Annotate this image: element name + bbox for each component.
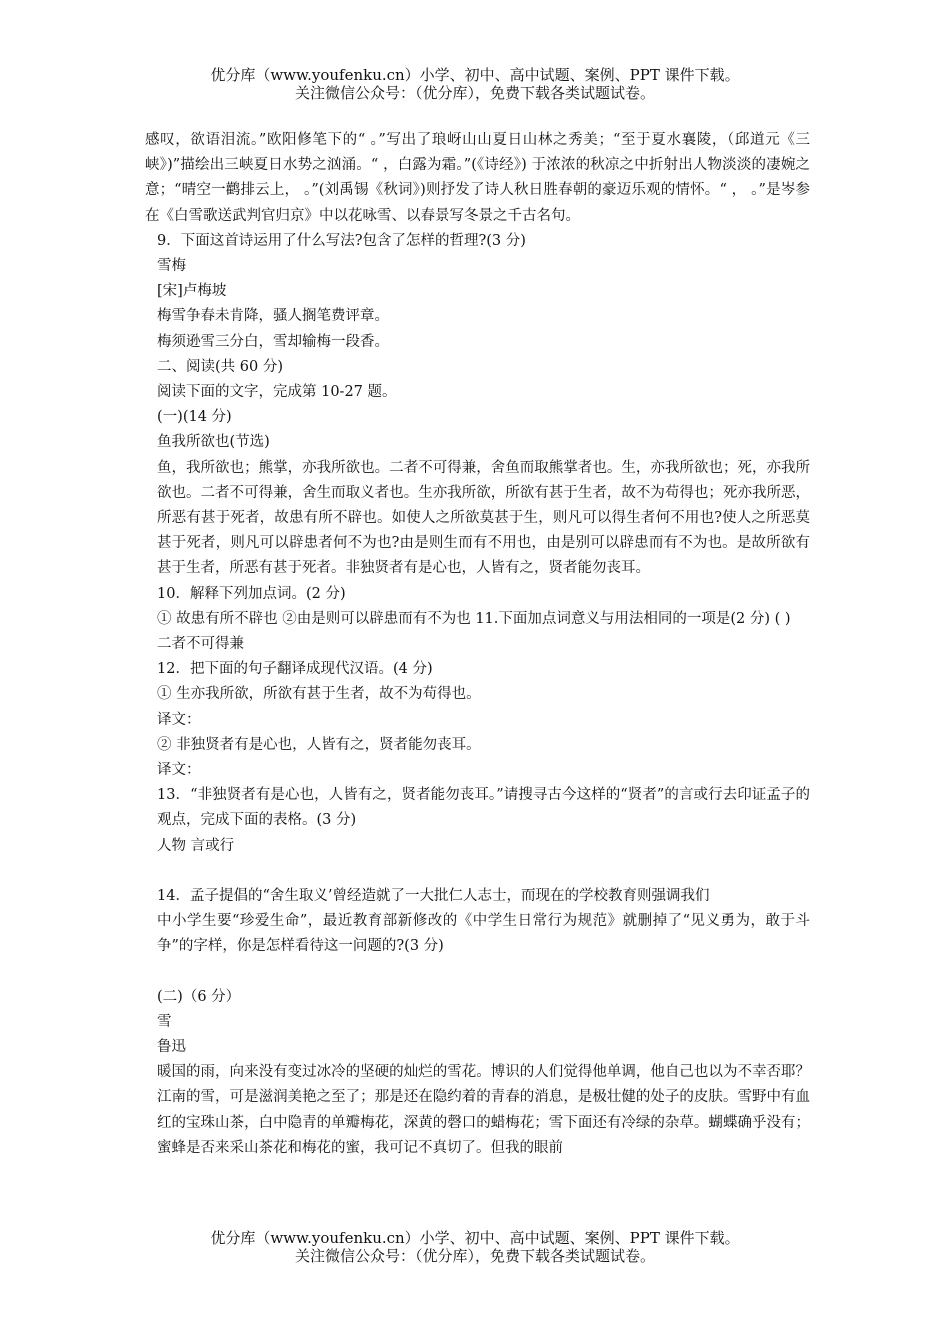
question-14-continued: 中小学生要“珍爱生命”，最近教育部新修改的《中学生日常行为规范》就删掉了“见义勇为，敢于斗争”的字样，你是怎样看待这一问题的?(3 分) bbox=[157, 913, 810, 955]
table-header: 人物 言或行 bbox=[157, 837, 235, 854]
question-12-sentence: ② 非独贤者有是心也，人皆有之，贤者能勿丧耳。 bbox=[157, 736, 481, 753]
passage-title: 鱼我所欲也(节选) bbox=[157, 434, 270, 451]
poem-title: 雪梅 bbox=[157, 258, 186, 275]
translation-label: 译文： bbox=[157, 711, 201, 728]
question-12: 12．把下面的句子翻译成现代汉语。(4 分) bbox=[157, 661, 433, 678]
question-10: 10．解释下列加点词。(2 分) bbox=[157, 585, 346, 602]
part-heading: (二)（6 分） bbox=[157, 988, 241, 1005]
spacer bbox=[145, 859, 810, 884]
part-heading: (一)(14 分) bbox=[157, 409, 232, 426]
spacer bbox=[145, 960, 810, 985]
document-body bbox=[145, 128, 810, 1161]
page-header bbox=[0, 66, 950, 102]
question-13: 13．“非独贤者有是心也，人皆有之，贤者能勿丧耳。”请搜寻古今这样的“贤者”的言或行去印证孟子的观点，完成下面的表格。(3 分) bbox=[157, 787, 810, 829]
passage-body: 暖国的雨，向来没有变过冰冷的坚硬的灿烂的雪花。博识的人们觉得他单调，他自己也以为不幸否耶？江南的雪，可是滋润美艳之至了；那是还在隐约着的青春的消息，是极壮健的处子的皮肤。雪野中有血红的宝珠山茶，白中隐青的单瓣梅花，深黄的磬口的蜡梅花；雪下面还有冷绿的杂草。蝴蝶确乎没有；蜜蜂是否来采山茶花和梅花的蜜，我可记不真切了。但我的眼前 bbox=[157, 1064, 810, 1156]
header-line-1: 优分库（www.youfenku.cn）小学、初中、高中试题、案例、PPT 课件下载。 bbox=[210, 66, 740, 84]
poem-author: [宋]卢梅坡 bbox=[157, 283, 227, 300]
question-9: 9．下面这首诗运用了什么写法?包含了怎样的哲理?(3 分) bbox=[157, 232, 526, 249]
passage-body: 鱼，我所欲也；熊掌，亦我所欲也。二者不可得兼，舍鱼而取熊掌者也。生，亦我所欲也；死，亦我所欲也。二者不可得兼，舍生而取义者也。生亦我所欲，所欲有甚于生者，故不为苟得也；死亦我所恶，所恶有甚于死者，故患有所不辟也。如使人之所欲莫甚于生，则凡可以得生者何不用也?使人之所恶莫甚于死者，则凡可以辟患者何不为也?由是则生而有不用也，由是别可以辟患而有不为也。是故所欲有甚于生者，所恶有甚于死者。非独贤者有是心也，人皆有之，贤者能勿丧耳。 bbox=[157, 459, 810, 577]
question-14: 14．孟子提倡的“舍生取义’曾经造就了一大批仁人志士，而现在的学校教育则强调我们 bbox=[157, 887, 710, 904]
poem-line: 梅须逊雪三分白，雪却输梅一段香。 bbox=[157, 333, 389, 350]
passage-author: 鲁迅 bbox=[157, 1038, 186, 1055]
section-heading: 二、阅读(共 60 分) bbox=[157, 358, 283, 375]
question-12-sentence: ① 生亦我所欲，所欲有甚于生者，故不为苟得也。 bbox=[157, 686, 481, 703]
page-footer bbox=[0, 1229, 950, 1265]
reading-instructions: 阅读下面的文字，完成第 10-27 题。 bbox=[157, 384, 397, 401]
fill-in-intro-paragraph: 感叹，欲语泪流。”欧阳修笔下的“ 。”写出了琅岈山山夏日山林之秀美；“至于夏水襄陵，（邱道元《三峡》)”描绘出三峡夏日水势之汹涌。“ ，白露为霜。”(《诗经》) 于浓浓的秋凉之中折射出人物淡淡的凄婉之意；“晴空一鹳排云上， 。”(刘禹锡《秋词》)则抒发了诗人秋日胜春朝的豪迈乐观的情怀。“ ， 。”是岑参在《白雪歌送武判官归京》中以花咏雪、以春景写冬景之千古名句。 bbox=[145, 132, 810, 224]
footer-line-2: 关注微信公众号：（优分库），免费下载各类试题试卷。 bbox=[294, 1247, 655, 1265]
header-line-2: 关注微信公众号：（优分库），免费下载各类试题试卷。 bbox=[294, 84, 655, 102]
passage-title: 雪 bbox=[157, 1013, 172, 1030]
question-10-items: ① 故患有所不辟也 ②由是则可以辟患而有不为也 11.下面加点词意义与用法相同的一项是(2 分) ( ) bbox=[157, 610, 791, 627]
footer-line-1: 优分库（www.youfenku.cn）小学、初中、高中试题、案例、PPT 课件下载。 bbox=[210, 1229, 740, 1247]
poem-line: 梅雪争春未肯降，骚人搁笔费评章。 bbox=[157, 308, 389, 325]
question-11-option: 二者不可得兼 bbox=[157, 636, 244, 653]
translation-label: 译文： bbox=[157, 762, 201, 779]
